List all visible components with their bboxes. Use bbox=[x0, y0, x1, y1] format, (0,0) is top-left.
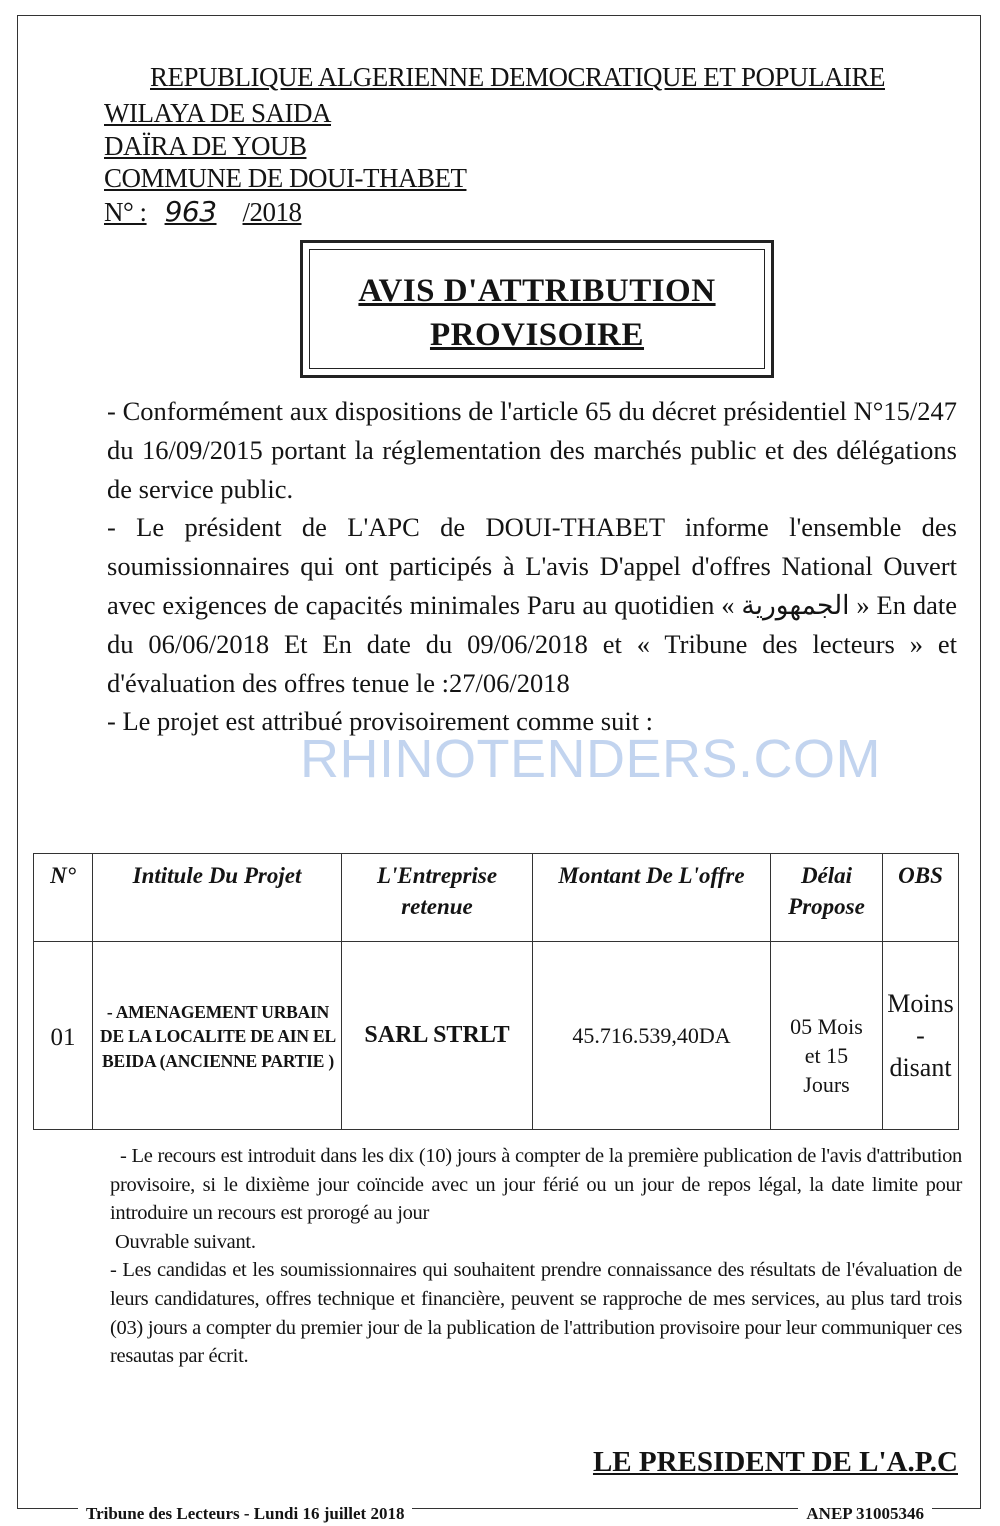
col-header-intitule: Intitule Du Projet bbox=[93, 854, 342, 942]
table-header-row bbox=[34, 854, 959, 942]
numero-handwritten: 963 bbox=[164, 195, 217, 228]
table-row bbox=[34, 942, 959, 1130]
numero-year: /2018 bbox=[242, 197, 302, 227]
footer-right: ANEP 31005346 bbox=[798, 1504, 932, 1524]
col-header-no: N° bbox=[34, 854, 93, 942]
col-header-delai: Délai Propose bbox=[771, 854, 883, 942]
cell-obs bbox=[883, 942, 959, 1130]
body-text bbox=[107, 392, 957, 741]
col-header-obs: OBS bbox=[883, 854, 959, 942]
cell-montant: 45.716.539,40DA bbox=[533, 942, 771, 1130]
obs-line-3: disant bbox=[889, 1052, 952, 1082]
note-candidats: - Les candidas et les soumissionnaires qui souhaitent prendre connaissance des résultats de l'évaluation de leurs candidatures, offres technique et financière, peuvent se rapproche de mes services, au plus tard trois (03) jours a compter du premier jour de la publication de l'attribution provisoire pour leur communiquer ces resautas par écrit. bbox=[110, 1259, 962, 1368]
obs-line-2: - bbox=[916, 1020, 925, 1050]
header-daira: DAÏRA DE YOUB bbox=[104, 131, 307, 161]
title-line-2: PROVISOIRE bbox=[429, 317, 645, 353]
attribution-table bbox=[33, 853, 959, 1130]
cell-delai bbox=[771, 942, 883, 1130]
signature-president: LE PRESIDENT DE L'A.P.C bbox=[592, 1446, 958, 1478]
paragraph-information: - Le président de L'APC de DOUI-THABET informe l'ensemble des soumissionnaires qui ont participés à L'avis D'appel d'offres National Ouvert avec exigences de capacités minimales Paru au quotidien « الجمهورية » En date du 06/06/2018 Et En date du 09/06/2018 et « Tribune des lecteurs » et d'évaluation des offres tenue le :27/06/2018 bbox=[107, 512, 957, 698]
obs-line-1: Moins bbox=[887, 988, 954, 1018]
header-republique: REPUBLIQUE ALGERIENNE DEMOCRATIQUE ET POPULAIRE bbox=[150, 62, 885, 92]
col-header-montant: Montant De L'offre bbox=[533, 854, 771, 942]
header-commune: COMMUNE DE DOUI-THABET bbox=[104, 163, 467, 193]
header-numero bbox=[104, 195, 302, 228]
note-recours: - Le recours est introduit dans les dix (10) jours à compter de la première publication de l'avis d'attribution provisoire, si le dixième jour coïncide avec un jour férié ou un jour de repos légal, la date limite pour introduire un recours est prorogé au jour bbox=[110, 1145, 962, 1225]
delai-line-3: Jours bbox=[803, 1071, 850, 1097]
notes bbox=[110, 1142, 962, 1371]
paragraph-attribution: - Le projet est attribué provisoirement comme suit : bbox=[107, 706, 654, 737]
note-recours-cont: Ouvrable suivant. bbox=[115, 1230, 256, 1253]
header-wilaya: WILAYA DE SAIDA bbox=[104, 98, 331, 128]
cell-no: 01 bbox=[34, 942, 93, 1130]
col-header-entreprise: L'Entreprise retenue bbox=[342, 854, 533, 942]
title-box bbox=[300, 240, 774, 378]
paragraph-decret: - Conformément aux dispositions de l'article 65 du décret présidentiel N°15/247 du 16/09/2015 portant la réglementation des marchés public et des délégations de service public. bbox=[107, 396, 957, 504]
footer-left: Tribune des Lecteurs - Lundi 16 juillet 2018 bbox=[78, 1504, 412, 1524]
cell-entreprise: SARL STRLT bbox=[342, 942, 533, 1130]
title-line-1: AVIS D'ATTRIBUTION bbox=[358, 273, 716, 309]
numero-prefix: N° : bbox=[104, 197, 147, 227]
delai-line-2: et 15 bbox=[804, 1042, 849, 1068]
delai-line-1: 05 Mois bbox=[790, 1013, 863, 1039]
cell-intitule: - AMENAGEMENT URBAIN DE LA LOCALITE DE AIN EL BEIDA (ANCIENNE PARTIE ) bbox=[93, 942, 342, 1130]
watermark: RHINOTENDERS.COM bbox=[300, 729, 882, 789]
